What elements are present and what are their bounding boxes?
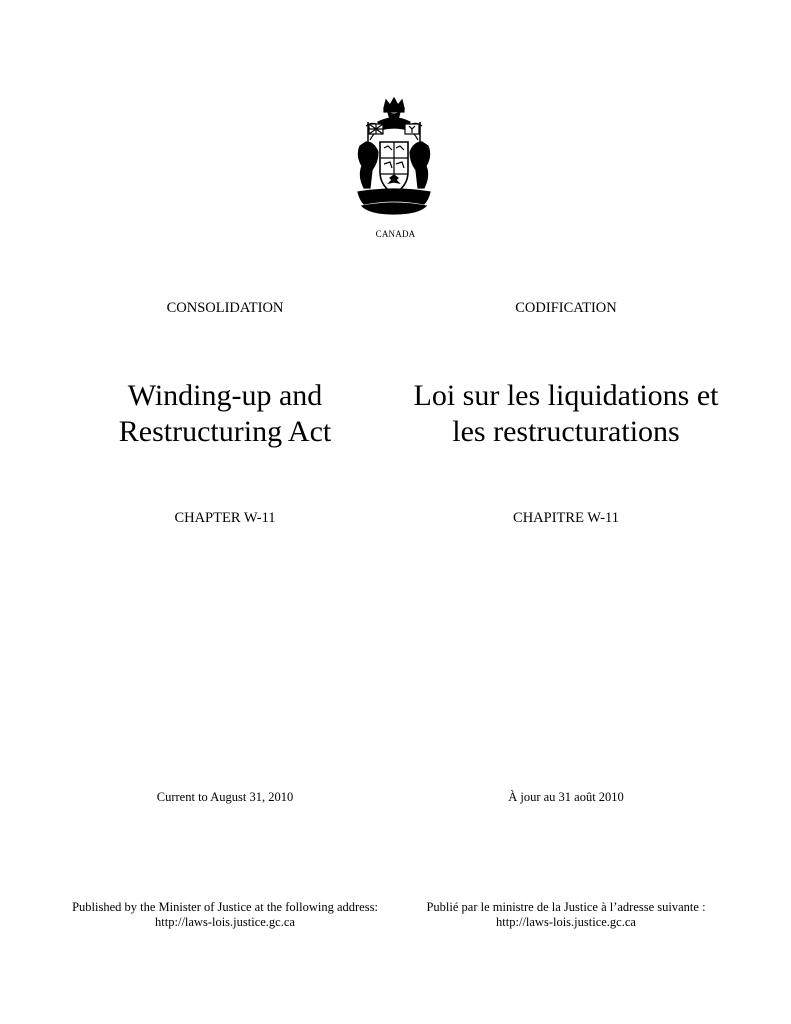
codification-label: CODIFICATION [515, 300, 617, 316]
act-title-french [400, 378, 732, 450]
act-title-english [60, 378, 390, 450]
act-title-english-line1: Winding-up and [127, 379, 323, 412]
published-url-english: http://laws-lois.justice.gc.ca [155, 915, 295, 929]
published-url-french: http://laws-lois.justice.gc.ca [496, 915, 636, 929]
published-notice-english [60, 900, 390, 930]
chapter-french: CHAPITRE W-11 [513, 510, 619, 526]
published-notice-french [400, 900, 732, 930]
act-title-french-line1: Loi sur les liquidations et [413, 379, 719, 412]
act-title-english-line2: Restructuring Act [118, 415, 332, 448]
coat-of-arms [348, 96, 440, 218]
current-date-french: À jour au 31 août 2010 [508, 790, 624, 804]
chapter-english: CHAPTER W-11 [174, 510, 276, 526]
country-label: CANADA [375, 229, 416, 239]
act-title-french-line2: les restructurations [452, 415, 680, 448]
current-date-english: Current to August 31, 2010 [156, 790, 294, 804]
published-text-english: Published by the Minister of Justice at the following address: [72, 900, 378, 914]
published-text-french: Publié par le ministre de la Justice à l’adresse suivante : [426, 900, 706, 914]
coat-of-arms-icon [348, 96, 440, 218]
consolidation-label: CONSOLIDATION [166, 300, 284, 316]
